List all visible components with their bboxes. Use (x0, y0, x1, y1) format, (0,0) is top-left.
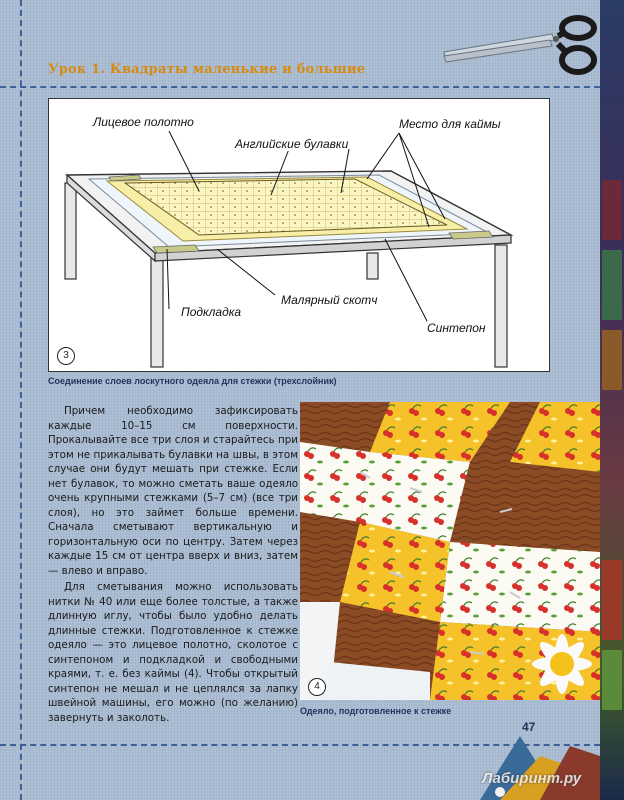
scissors-icon (440, 8, 600, 88)
figure-3-caption: Соединение слоев лоскутного одеяла для стежки (трехслойник) (48, 376, 337, 386)
label-backing: Подкладка (181, 305, 242, 319)
stitch-line-left (20, 0, 22, 800)
label-masking-tape: Малярный скотч (281, 293, 378, 307)
page-number: 47 (522, 720, 536, 734)
figure-3-diagram (48, 98, 550, 372)
book-edge (600, 0, 624, 800)
label-safety-pins: Английские булавки (235, 137, 349, 151)
figure-3-number: 3 (57, 347, 75, 365)
body-paragraph: Для сметывания можно использовать нитки № 40 или еще более толстые, а также длинную иглу, чтобы было удобно делать длинные стежки. Подготовленное к стежке одеяло — это лицевое полотно, сколотое с синтепоном и подкладкой и свободными краями, т. е. без каймы (4). Чтобы открытый синтепон не мешал и не цеплялся за лапку швейной машины, его можно (по желанию) завернуть и заколоть. (48, 581, 298, 724)
figure-4-photo (300, 402, 600, 700)
quilt-photo-illustration (300, 402, 600, 700)
lesson-title: Урок 1. Квадраты маленькие и большие (48, 62, 366, 77)
figure-4-caption: Одеяло, подготовленное к стежке (300, 706, 452, 716)
label-face-fabric: Лицевое полотно (93, 115, 194, 129)
watermark: Лабиринт.ру (482, 770, 582, 787)
body-paragraph: Причем необходимо зафиксировать каждые 10–15 см поверхности. Прокалывайте все три слоя и старайтесь при этом не прикалывать булавки на швы, в этом случае они будут мешать при стежке. Если нет булавок, то можно сметать ваше одеяло очень крупными стежками (5–7 см) (все три слоя), но это займет больше времени. Сначала сметывают вертикальную и горизонтальную оси по центру. Затем через каждые 15 см от центра вверх и вниз, затем — влево и вправо. (48, 405, 298, 577)
label-border-area: Место для каймы (399, 117, 501, 131)
patchwork-corner-decoration (440, 716, 600, 800)
daisy-icon (532, 634, 592, 694)
body-text (48, 404, 298, 725)
label-batting: Синтепон (427, 321, 486, 335)
figure-4-number: 4 (308, 678, 326, 696)
